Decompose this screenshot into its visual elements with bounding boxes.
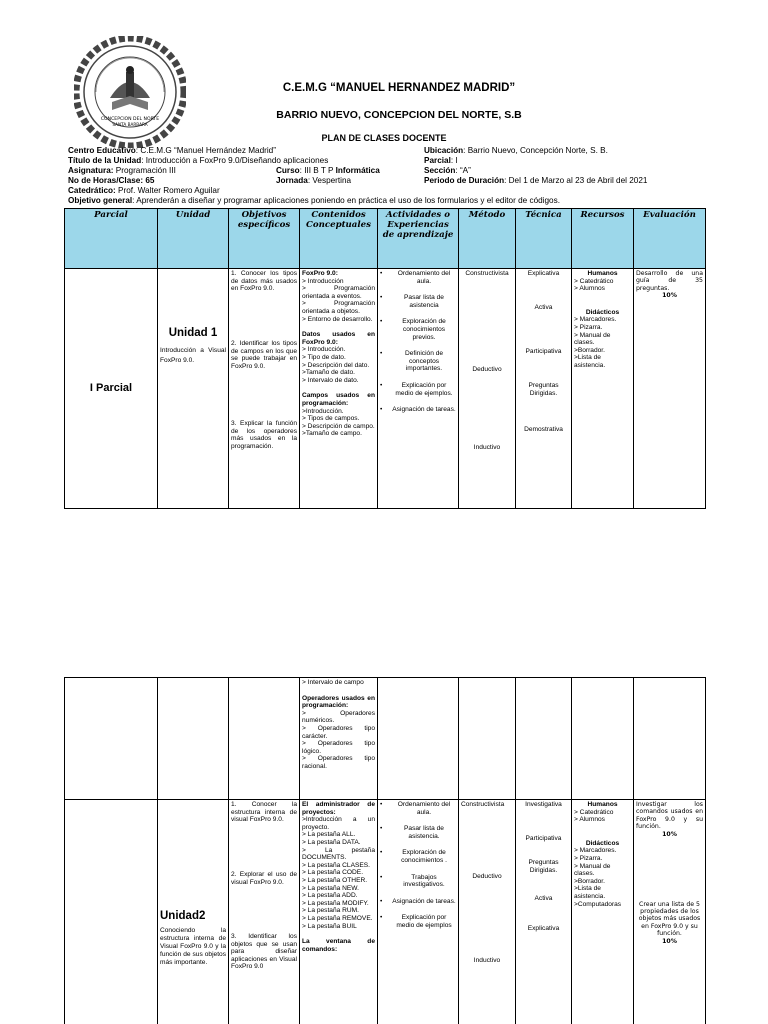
info-asignatura: Asignatura: Programación III [68, 166, 176, 175]
technique-item: Preguntas Dirigidas. [528, 859, 559, 874]
content-item: > Descripción del dato. [302, 361, 370, 369]
info-parcial: Parcial: I [424, 156, 458, 165]
content-item: > Intervalo de dato. [302, 376, 359, 384]
info-objetivo: Objetivo general: Aprenderán a diseñar y programar aplicaciones poniendo en práctica el uso de los formularios y el editor de códigos. [68, 196, 560, 205]
technique-item: Preguntas Dirigidas. [528, 382, 559, 397]
content-item: > Tipos de campos. [302, 415, 360, 423]
resource-item: > Marcadores. [574, 847, 617, 855]
table-row [65, 800, 706, 1024]
resource-item: > Catedrático [574, 808, 614, 816]
content-item: > La pestaña REMOVE. [302, 914, 373, 922]
method-item: Constructivista [461, 801, 505, 808]
content-block [302, 331, 375, 384]
activity-item: • Explicación por medio de ejemplos [380, 914, 452, 929]
activity-item: • Pasar lista de asistencia [380, 294, 444, 309]
activity-item: • Asignación de tareas. [380, 406, 456, 414]
method-item: Constructivista [465, 270, 509, 277]
content-item: > La pestaña DATA. [302, 838, 361, 846]
content-item: > La pestaña ADD. [302, 892, 358, 900]
unit-title: Unidad2 [160, 910, 206, 922]
content-item: > Intervalo de campo [302, 679, 364, 686]
document-title: PLAN DE CLASES DOCENTE [321, 133, 447, 143]
info-curso: Curso: III B T P Informática [276, 166, 380, 175]
info-horas: No de Horas/Clase: 65 [68, 176, 155, 185]
content-item: > La pestaña CODE. [302, 869, 364, 877]
evaluation-text: Desarrollo de una guía de 35 preguntas. [636, 270, 703, 292]
header-metodo: Método [459, 209, 516, 269]
content-item: > La pestaña OTHER. [302, 876, 368, 884]
unit-description: Conociendo la estructura interna de Visual FoxPro 9.0 y la función de sus objetos más importante. [160, 926, 226, 966]
content-heading: El administrador de proyectos: [302, 801, 375, 816]
unit-cell [158, 269, 229, 509]
activity-item: • Ordenamiento del aula. [380, 270, 451, 285]
parcial-cell: I Parcial [65, 269, 158, 509]
technique-item: Explicativa [527, 270, 560, 277]
resource-item: >Lista de asistencia. [574, 885, 606, 900]
content-item: > La pestaña MODIFY. [302, 899, 369, 907]
content-item: > Operadores tipo lógico. [302, 740, 375, 755]
resource-item: >Borrador. [574, 877, 605, 885]
technique-cell [516, 269, 572, 509]
header-actividades: Actividades o Experiencias de aprendizaje [378, 209, 459, 269]
resource-item: >Lista de asistencia. [574, 354, 606, 369]
resources-cell [572, 269, 634, 509]
content-heading: Operadores usados en programación: [302, 694, 375, 710]
objective-item: 2. Identificar los tipos de campos en los que se puede trabajar en FoxPro 9.0. [231, 340, 297, 370]
objectives-cell [229, 800, 300, 1024]
school-location: BARRIO NUEVO, CONCEPCION DEL NORTE, S.B [276, 109, 522, 121]
content-item: > Programación orientada a objetos. [302, 300, 375, 315]
resources-heading: Humanos [587, 801, 618, 808]
content-heading: Datos usados en FoxPro 9.0: [302, 331, 375, 346]
evaluation-cell [634, 800, 706, 1024]
technique-item: Explicativa [527, 925, 560, 932]
method-item: Deductivo [472, 366, 502, 373]
technique-cell [516, 800, 572, 1024]
content-item: > Operadores tipo racional. [302, 755, 375, 770]
contents-cell [300, 678, 378, 800]
evaluation-percent: 10% [662, 830, 677, 838]
header-recursos: Recursos [572, 209, 634, 269]
objective-item: 1. Conocer la estructura interna de visual FoxPro 9.0. [231, 801, 297, 824]
info-catedratico: Catedrático: Prof. Walter Romero Aguilar [68, 186, 220, 195]
content-heading: Campos usados en programación: [302, 392, 375, 407]
objective-item: 3. Explicar la función de los operadores más usados en la programación. [231, 420, 297, 450]
technique-item: Activa [534, 304, 553, 311]
activity-item: • Exploración de conocimientos previos. [380, 318, 446, 341]
resource-item: > Manual de clases. [574, 331, 611, 347]
evaluation-text: Crear una lista de 5 propiedades de los objetos más usados en FoxPro 9.0 y su función. [638, 900, 701, 938]
activity-item: • Asignación de tareas. [380, 897, 456, 905]
resources-heading: Didácticos [585, 839, 620, 847]
info-periodo: Periodo de Duración: Del 1 de Marzo al 23 de Abril del 2021 [424, 176, 648, 185]
method-item: Inductivo [473, 957, 501, 964]
evaluation-percent: 10% [662, 292, 677, 300]
evaluation-text: Investigar los comandos usados en FoxPro 9.0 y su función. [636, 801, 703, 831]
objective-item: 1. Conocer los tipos de datos más usados en FoxPro 9.0. [231, 270, 297, 293]
content-item: >Introducción. [302, 407, 344, 415]
content-heading: La ventana de comandos: [302, 938, 375, 953]
content-item: > Entorno de desarrollo. [302, 315, 373, 323]
content-item: > Operadores numéricos. [302, 709, 375, 725]
content-item: > La pestaña NEW. [302, 884, 359, 892]
content-block [302, 270, 375, 323]
technique-item: Investigativa [525, 801, 562, 808]
resource-item: > Alumnos [574, 816, 605, 824]
unit-description: Introducción a Visual FoxPro 9.0. [160, 346, 226, 364]
content-item: > La pestaña ALL. [302, 831, 356, 839]
unit-title: Unidad 1 [168, 327, 218, 339]
method-item: Inductivo [473, 444, 501, 451]
lesson-plan-table-page1 [64, 208, 706, 509]
resource-item: > Manual de clases. [574, 862, 611, 878]
content-heading: FoxPro 9.0: [302, 270, 338, 277]
content-item: > Tipo de dato. [302, 353, 346, 361]
header-objetivos: Objetivos específicos [229, 209, 300, 269]
info-titulo: Título de la Unidad: Introducción a FoxPro 9.0/Diseñando aplicaciones [68, 156, 329, 165]
content-item: > Operadores tipo carácter. [302, 724, 375, 740]
school-name: C.E.M.G “MANUEL HERNANDEZ MADRID” [282, 82, 516, 94]
evaluation-cell [634, 269, 706, 509]
header-tecnica: Técnica [516, 209, 572, 269]
method-cell [459, 800, 516, 1024]
activity-item: • Trabajos investigativos. [380, 873, 445, 889]
activity-item: • Exploración de conocimientos . [380, 849, 447, 864]
lesson-plan-table-page2 [64, 677, 706, 1024]
method-item: Deductivo [472, 873, 502, 880]
content-item: > Introducción [302, 277, 344, 285]
content-item: >Introducción a un proyecto. [302, 816, 375, 831]
activities-cell [378, 800, 459, 1024]
info-jornada: Jornada: Vespertina [276, 176, 352, 185]
info-centro: Centro Educativo: C.E.M.G “Manuel Hernández Madrid” [68, 146, 276, 155]
resources-heading: Humanos [587, 270, 618, 277]
content-item: > La pestaña BUIL [302, 922, 357, 930]
header-contenidos: Contenidos Conceptuales [300, 209, 378, 269]
technique-item: Demostrativa [524, 426, 563, 433]
activity-item: • Pasar lista de asistencia. [380, 825, 444, 840]
resource-item: >Computadoras [574, 900, 622, 908]
objective-item: 2. Explorar el uso de visual FoxPro 9.0. [231, 871, 297, 886]
header-evaluacion: Evaluación [634, 209, 706, 269]
resources-cell [572, 800, 634, 1024]
resource-item: >Borrador. [574, 346, 605, 354]
activities-cell [378, 269, 459, 509]
info-ubicacion: Ubicación: Barrio Nuevo, Concepción Norte, S. B. [424, 146, 608, 155]
unit-cell [158, 800, 229, 1024]
content-item: >Tamaño de campo. [302, 430, 362, 438]
content-item: > Programación orientada a eventos. [302, 285, 375, 300]
evaluation-percent: 10% [662, 937, 677, 945]
content-item: > La pestaña RUM. [302, 907, 359, 915]
activity-item: • Ordenamiento del aula. [380, 801, 451, 816]
activity-item: • Explicación por medio de ejemplos. [380, 381, 453, 397]
content-item: > La pestaña DOCUMENTS. [302, 846, 375, 862]
activity-item: • Definición de conceptos importantes. [380, 350, 444, 373]
contents-cell [300, 269, 378, 509]
table-row [65, 269, 706, 509]
content-item: > La pestaña CLASES. [302, 861, 370, 869]
technique-item: Participativa [525, 835, 562, 842]
crest-line2: SANTA BARBARA [112, 122, 148, 127]
content-block [302, 392, 375, 438]
technique-item: Participativa [525, 348, 562, 355]
contents-cell [300, 800, 378, 1024]
objective-item: 3. Identificar los objetos que se usan para diseñar aplicaciones en Visual FoxPro 9.0 [231, 933, 297, 971]
content-item: > Introducción. [302, 346, 346, 354]
table-header-row [65, 209, 706, 269]
resource-item: > Pizarra. [574, 854, 603, 862]
technique-item: Activa [534, 895, 553, 902]
resources-heading: Didácticos [585, 308, 620, 316]
resource-item: > Alumnos [574, 285, 605, 293]
method-cell [459, 269, 516, 509]
header-unidad: Unidad [158, 209, 229, 269]
table-row [65, 678, 706, 800]
content-item: > Descripción de campo. [302, 422, 375, 430]
objectives-cell [229, 269, 300, 509]
resource-item: > Catedrático [574, 277, 614, 285]
content-item: >Tamaño de dato. [302, 369, 355, 377]
resource-item: > Marcadores. [574, 316, 617, 324]
resource-item: > Pizarra. [574, 323, 603, 331]
info-seccion: Sección: “A” [424, 166, 471, 175]
crest-line1: CONCEPCION DEL NORTE [100, 117, 160, 122]
header-parcial: Parcial [65, 209, 158, 269]
